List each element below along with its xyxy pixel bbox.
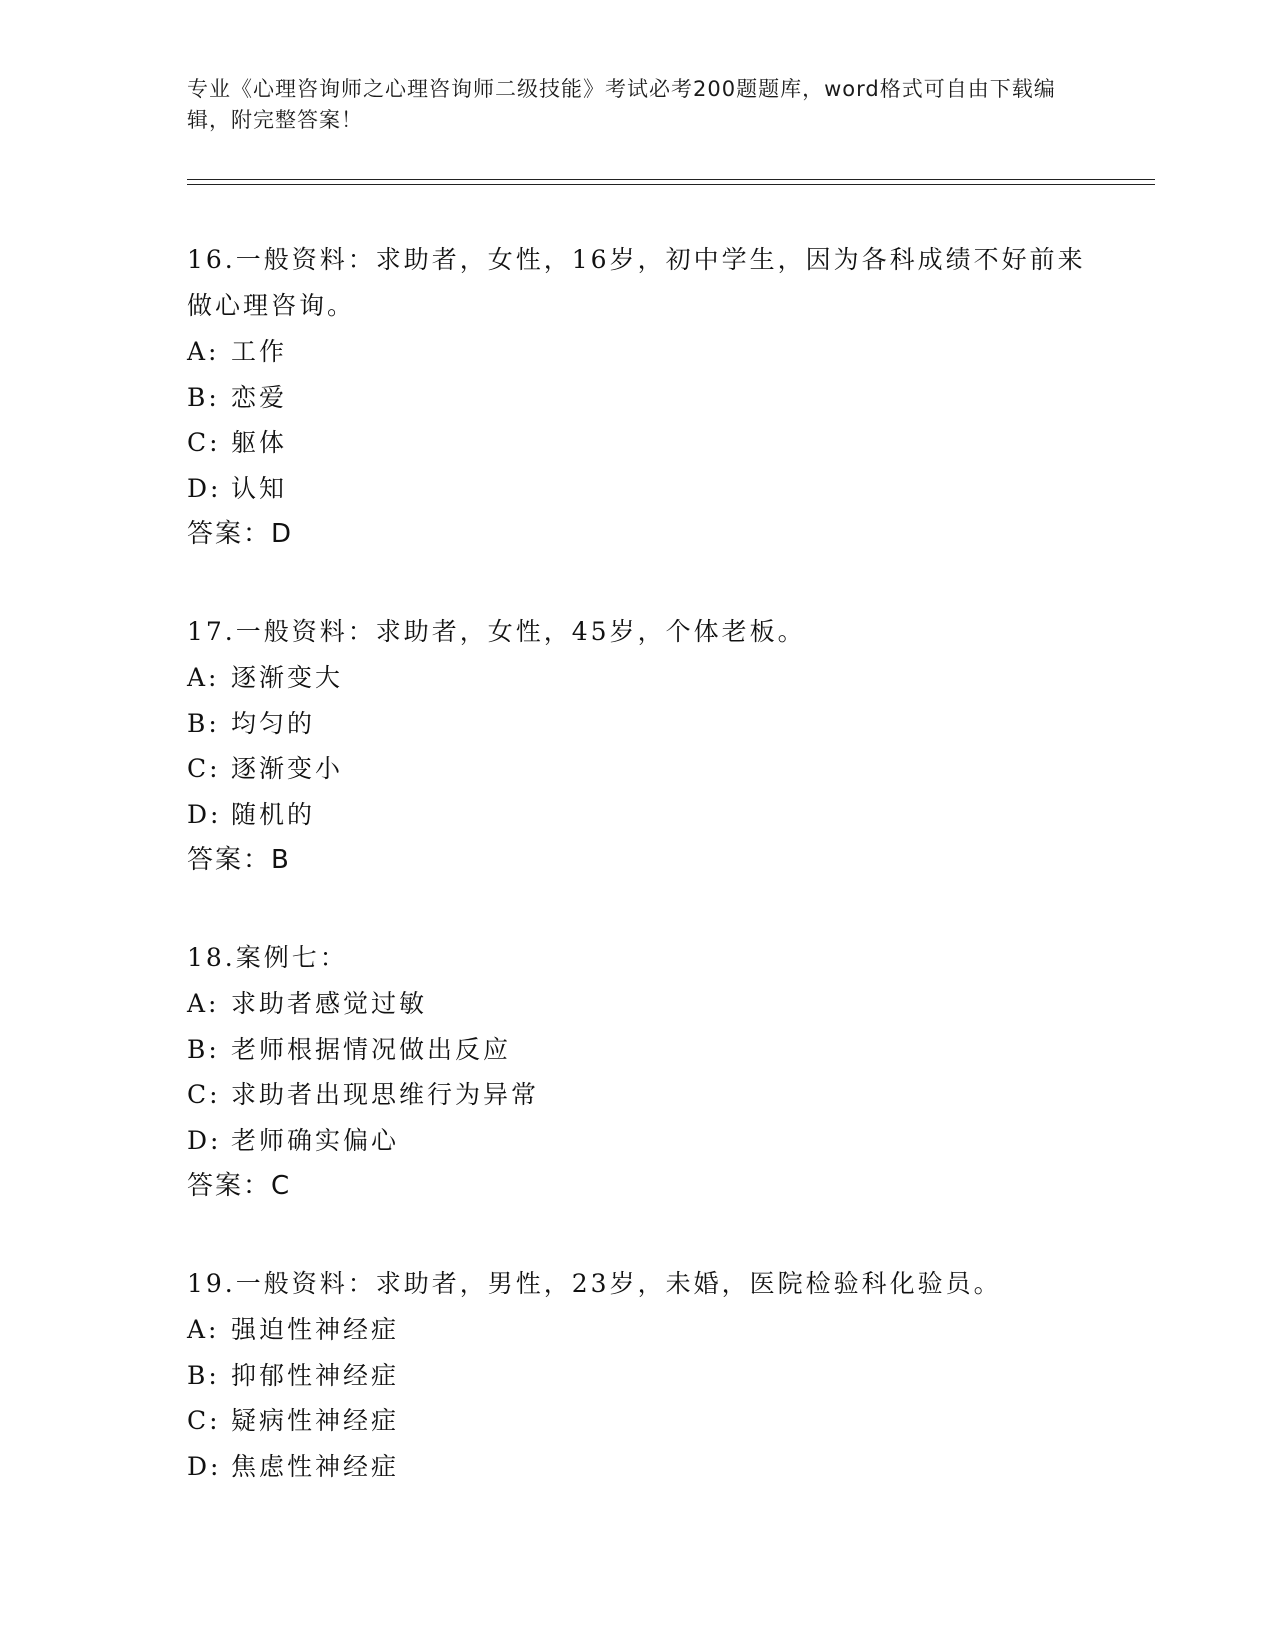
option-d — [187, 466, 1087, 512]
question-stem: 16.一般资料：求助者，女性，16岁，初中学生，因为各科成绩不好前来做心理咨询。 — [187, 245, 1086, 320]
option-letter: A: — [187, 663, 220, 692]
answer-label: 答案：B — [187, 845, 291, 875]
option-d — [187, 792, 1087, 838]
option-letter: B: — [187, 1360, 220, 1390]
option-b — [187, 1027, 1087, 1073]
option-text: 认知 — [231, 473, 288, 503]
option-a — [187, 1307, 1087, 1353]
option-letter: B: — [187, 382, 220, 412]
option-a — [187, 655, 1087, 701]
option-text: 工作 — [231, 337, 288, 366]
option-b — [187, 1353, 1087, 1399]
header-divider-top — [187, 179, 1155, 180]
option-letter: C: — [187, 428, 221, 457]
option-d — [187, 1444, 1087, 1490]
option-letter: D: — [187, 1451, 222, 1481]
question-stem: 17.一般资料：求助者，女性，45岁，个体老板。 — [187, 617, 806, 646]
answer-label: 答案：D — [187, 519, 294, 549]
option-letter: D: — [187, 1125, 222, 1155]
option-text: 抑郁性神经症 — [231, 1360, 400, 1390]
option-letter: B: — [187, 708, 220, 738]
header-divider-bottom — [187, 184, 1155, 185]
option-text: 恋爱 — [231, 382, 288, 412]
question-list — [187, 237, 1087, 1541]
option-text: 焦虑性神经症 — [231, 1451, 400, 1481]
option-letter: B: — [187, 1034, 220, 1064]
option-letter: C: — [187, 1080, 221, 1109]
question-18 — [187, 935, 1087, 1209]
option-b — [187, 701, 1087, 747]
option-letter: A: — [187, 989, 220, 1018]
option-text: 疑病性神经症 — [231, 1406, 400, 1435]
option-c — [187, 1072, 1087, 1118]
option-b — [187, 375, 1087, 421]
option-letter: A: — [187, 1315, 220, 1344]
option-c — [187, 1398, 1087, 1444]
option-text: 随机的 — [231, 799, 316, 829]
option-text: 逐渐变大 — [231, 663, 344, 692]
option-text: 逐渐变小 — [231, 754, 344, 783]
option-letter: C: — [187, 754, 221, 783]
option-text: 老师根据情况做出反应 — [231, 1034, 512, 1064]
option-a — [187, 329, 1087, 375]
answer-label: 答案：C — [187, 1171, 292, 1201]
option-text: 求助者感觉过敏 — [231, 989, 428, 1018]
question-stem: 19.一般资料：求助者，男性，23岁，未婚，医院检验科化验员。 — [187, 1269, 1002, 1298]
document-header: 专业《心理咨询师之心理咨询师二级技能》考试必考200题题库，word格式可自由下载编辑，附完整答案！ — [187, 77, 1056, 132]
question-16 — [187, 237, 1087, 557]
option-text: 求助者出现思维行为异常 — [231, 1080, 540, 1109]
option-text: 躯体 — [231, 428, 288, 457]
question-19 — [187, 1261, 1087, 1489]
question-stem: 18.案例七： — [187, 943, 348, 972]
option-letter: D: — [187, 799, 222, 829]
option-c — [187, 420, 1087, 466]
option-text: 均匀的 — [231, 708, 316, 738]
option-letter: C: — [187, 1406, 221, 1435]
option-d — [187, 1118, 1087, 1164]
option-letter: A: — [187, 337, 220, 366]
question-17 — [187, 609, 1087, 883]
option-a — [187, 981, 1087, 1027]
option-text: 老师确实偏心 — [231, 1125, 400, 1155]
option-c — [187, 746, 1087, 792]
option-text: 强迫性神经症 — [231, 1315, 400, 1344]
option-letter: D: — [187, 473, 222, 503]
